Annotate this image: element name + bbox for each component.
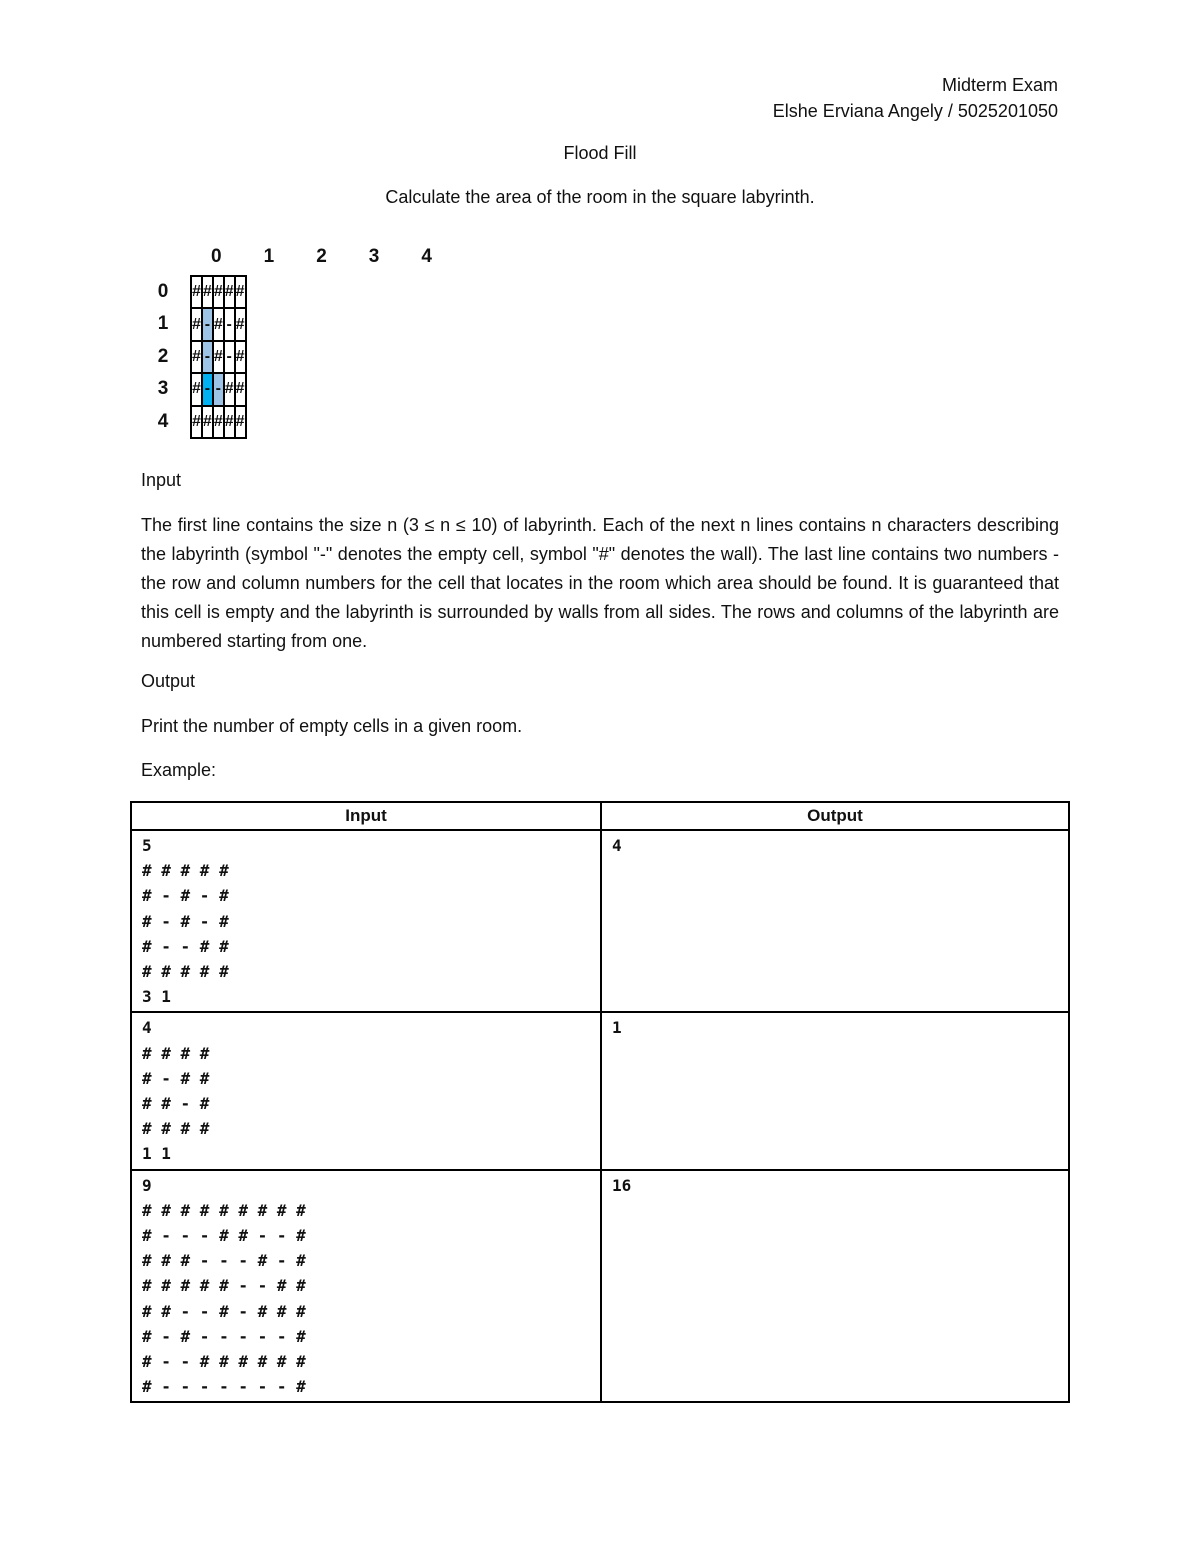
example-label: Example:: [141, 760, 217, 780]
example-row: [131, 830, 1069, 1012]
input-line: # - - # #: [142, 936, 229, 956]
grid-cell: #: [191, 406, 202, 438]
input-line: # - # - #: [142, 886, 229, 906]
grid-cell: #: [213, 341, 224, 373]
row-label: 3: [157, 378, 169, 400]
input-line: # # - #: [142, 1094, 210, 1114]
input-line: # # # #: [142, 1043, 210, 1063]
grid-cell-start: -: [202, 373, 213, 405]
grid-cell: #: [235, 276, 246, 308]
grid-cell: #: [213, 276, 224, 308]
input-line: # # # - - - # - #: [142, 1251, 306, 1271]
grid-cell: #: [224, 406, 235, 438]
example-output-cell: [601, 1170, 1069, 1403]
input-line: # - # #: [142, 1068, 210, 1088]
grid-cell: #: [213, 406, 224, 438]
grid-row: [191, 276, 246, 308]
grid-cell: #: [235, 308, 246, 340]
header-course: Midterm Exam: [941, 75, 1058, 95]
input-line: # # # # #: [142, 962, 229, 982]
grid-cell-filled: -: [213, 373, 224, 405]
grid-cell: #: [224, 276, 235, 308]
grid-cell: #: [235, 341, 246, 373]
row-label: 4: [157, 410, 169, 432]
grid-cell: -: [224, 308, 235, 340]
example-row: [131, 1170, 1069, 1403]
grid-row: [191, 308, 246, 340]
input-line: 9: [142, 1175, 152, 1195]
example-header-row: [131, 802, 1069, 830]
input-line: # - - # # # # # #: [142, 1352, 306, 1372]
input-line: 5: [142, 836, 152, 855]
grid-cell: #: [235, 406, 246, 438]
input-line: # # # # #: [142, 861, 229, 881]
grid-row: [191, 406, 246, 438]
grid-cell: #: [202, 406, 213, 438]
example-row: [131, 1012, 1069, 1169]
problem-subtitle: Calculate the area of the room in the square labyrinth.: [385, 187, 815, 207]
grid-cell: #: [235, 373, 246, 405]
example-table: [130, 801, 1070, 1403]
input-line: # # - - # - # # #: [142, 1301, 306, 1321]
problem-title: Flood Fill: [563, 143, 637, 163]
output-value: 1: [612, 1018, 622, 1038]
column-label: 0: [211, 246, 222, 267]
input-line: # # # #: [142, 1119, 210, 1139]
example-input-cell: [131, 830, 601, 1012]
output-heading: Output: [141, 671, 196, 691]
grid-cell: -: [224, 341, 235, 373]
grid-cell: #: [213, 308, 224, 340]
labyrinth-grid: [190, 275, 247, 439]
grid-cell: #: [191, 373, 202, 405]
input-line: 1 1: [142, 1144, 171, 1164]
example-output-cell: [601, 1012, 1069, 1169]
document-header: [773, 72, 1058, 124]
column-label: 3: [368, 246, 380, 267]
column-header-output: Output: [601, 802, 1069, 830]
row-labels: [138, 276, 188, 438]
column-label: 4: [421, 246, 432, 267]
grid-row: [191, 373, 246, 405]
grid-cell-filled: -: [202, 341, 213, 373]
input-line: 4: [142, 1018, 152, 1038]
output-value: 4: [612, 836, 622, 855]
input-line: 3 1: [142, 987, 171, 1007]
grid-cell: #: [191, 276, 202, 308]
input-description: The first line contains the size n (3 ≤ n ≤ 10) of labyrinth. Each of the next n lines contains n characters describing the labyrinth (symbol "-" denotes the empty cell, symbol "#" denotes the wall). The last line contains two numbers - the row and column numbers for the cell that locates in the room which area should be found. It is guaranteed that this cell is empty and the labyrinth is surrounded by walls from all sides. The rows and columns of the labyrinth are numbered starting from one.: [141, 515, 1059, 651]
column-labels: [190, 246, 453, 268]
example-output-cell: [601, 830, 1069, 1012]
grid-row: [191, 341, 246, 373]
grid-cell: #: [202, 276, 213, 308]
input-line: # # # # # - - # #: [142, 1276, 306, 1296]
row-label: 2: [157, 345, 169, 367]
input-line: # - # - #: [142, 911, 229, 931]
header-author: Elshe Erviana Angely / 5025201050: [772, 101, 1058, 121]
input-line: # - # - - - - - #: [142, 1326, 306, 1346]
column-label: 2: [316, 246, 327, 267]
row-label: 0: [157, 281, 169, 302]
grid-cell-filled: -: [202, 308, 213, 340]
example-input-cell: [131, 1012, 601, 1169]
input-line: # - - - # # - - #: [142, 1226, 306, 1246]
column-label: 1: [263, 246, 275, 267]
input-line: # - - - - - - - #: [142, 1377, 306, 1397]
input-heading: Input: [141, 470, 182, 490]
grid-cell: #: [191, 341, 202, 373]
row-label: 1: [157, 313, 169, 335]
grid-cell: #: [224, 373, 235, 405]
output-description: Print the number of empty cells in a given room.: [141, 716, 523, 736]
output-value: 16: [612, 1175, 632, 1195]
input-line: # # # # # # # # #: [142, 1200, 306, 1220]
column-header-input: Input: [131, 802, 601, 830]
grid-cell: #: [191, 308, 202, 340]
example-input-cell: [131, 1170, 601, 1403]
